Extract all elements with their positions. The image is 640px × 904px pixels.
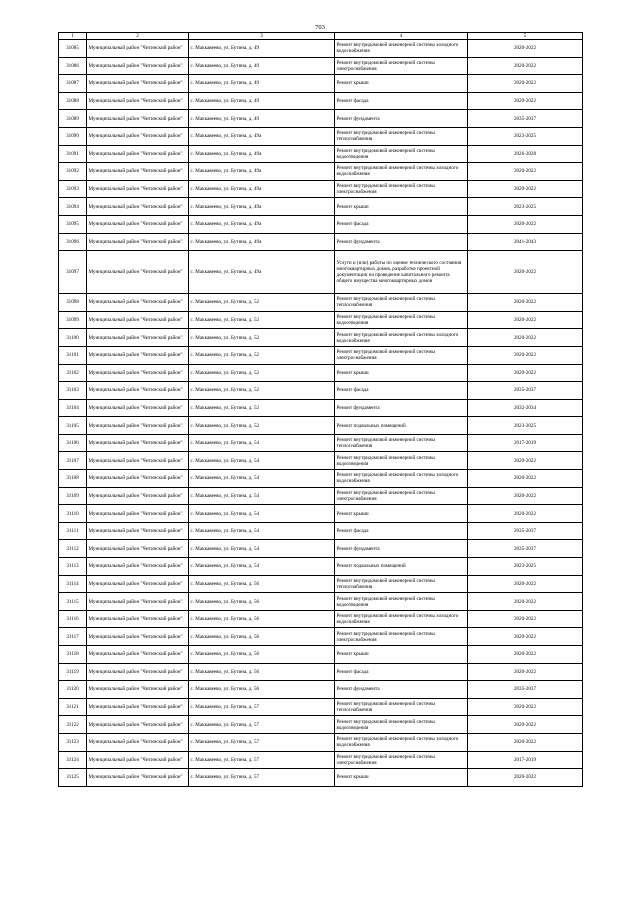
work-type-cell: Ремонт внутридомовой инженерной системы водоотведения: [335, 311, 468, 329]
row-number-cell: 31118: [59, 646, 87, 664]
period-cell: 2020-2022: [468, 646, 583, 664]
row-number-cell: 31086: [59, 57, 87, 75]
district-cell: Муниципальный район "Читинский район": [87, 346, 189, 364]
table-row: [59, 215, 583, 233]
address-cell: с. Маккавеево, ул. Бутина, д. 49а: [189, 233, 335, 251]
district-cell: Муниципальный район "Читинский район": [87, 751, 189, 769]
row-number-cell: 31098: [59, 294, 87, 312]
address-cell: с. Маккавеево, ул. Бутина, д. 49а: [189, 251, 335, 294]
district-cell: Муниципальный район "Читинский район": [87, 311, 189, 329]
address-cell: с. Маккавеево, ул. Бутина, д. 49а: [189, 127, 335, 145]
table-row: [59, 470, 583, 488]
district-cell: Муниципальный район "Читинский район": [87, 215, 189, 233]
row-number-cell: 31111: [59, 522, 87, 540]
period-cell: 2020-2022: [468, 346, 583, 364]
table-row: [59, 127, 583, 145]
period-cell: 2020-2022: [468, 329, 583, 347]
address-cell: с. Маккавеево, ул. Бутина, д. 56: [189, 663, 335, 681]
table-row: [59, 646, 583, 664]
work-type-cell: Ремонт фасада: [335, 215, 468, 233]
table-row: [59, 593, 583, 611]
period-cell: 2017-2019: [468, 434, 583, 452]
address-cell: с. Маккавеево, ул. Бутина, д. 56: [189, 646, 335, 664]
district-cell: Муниципальный район "Читинский район": [87, 487, 189, 505]
row-number-cell: 31090: [59, 127, 87, 145]
table-row: [59, 311, 583, 329]
column-header: 5: [468, 33, 583, 40]
work-type-cell: Ремонт крыши: [335, 75, 468, 93]
work-type-cell: Ремонт фундамента: [335, 681, 468, 699]
row-number-cell: 31107: [59, 452, 87, 470]
table-row: [59, 540, 583, 558]
table-row: [59, 769, 583, 787]
work-type-cell: Ремонт внутридомовой инженерной системы холодного водоснабжения: [335, 610, 468, 628]
table-row: [59, 452, 583, 470]
work-type-cell: Ремонт внутридомовой инженерной системы электроснабжения: [335, 346, 468, 364]
work-type-cell: Ремонт фундамента: [335, 540, 468, 558]
address-cell: с. Маккавеево, ул. Бутина, д. 57: [189, 716, 335, 734]
row-number-cell: 31103: [59, 382, 87, 400]
period-cell: 2035-2037: [468, 540, 583, 558]
address-cell: с. Маккавеево, ул. Бутина, д. 49а: [189, 163, 335, 181]
table-row: [59, 198, 583, 216]
address-cell: с. Маккавеево, ул. Бутина, д. 49а: [189, 145, 335, 163]
table-row: [59, 346, 583, 364]
district-cell: Муниципальный район "Читинский район": [87, 251, 189, 294]
period-cell: 2023-2025: [468, 417, 583, 435]
address-cell: с. Маккавеево, ул. Бутина, д. 56: [189, 628, 335, 646]
period-cell: 2020-2022: [468, 663, 583, 681]
district-cell: Муниципальный район "Читинский район": [87, 163, 189, 181]
period-cell: 2020-2022: [468, 628, 583, 646]
table-row: [59, 163, 583, 181]
row-number-cell: 31087: [59, 75, 87, 93]
row-number-cell: 31110: [59, 505, 87, 523]
district-cell: Муниципальный район "Читинский район": [87, 92, 189, 110]
work-type-cell: Ремонт внутридомовой инженерной системы водоотведения: [335, 716, 468, 734]
row-number-cell: 31091: [59, 145, 87, 163]
district-cell: Муниципальный район "Читинский район": [87, 382, 189, 400]
work-type-cell: Ремонт крыши: [335, 769, 468, 787]
district-cell: Муниципальный район "Читинский район": [87, 399, 189, 417]
row-number-cell: 31102: [59, 364, 87, 382]
column-header: 4: [335, 33, 468, 40]
district-cell: Муниципальный район "Читинский район": [87, 505, 189, 523]
work-type-cell: Ремонт фасада: [335, 382, 468, 400]
address-cell: с. Маккавеево, ул. Бутина, д. 54: [189, 505, 335, 523]
district-cell: Муниципальный район "Читинский район": [87, 417, 189, 435]
row-number-cell: 31115: [59, 593, 87, 611]
row-number-cell: 31116: [59, 610, 87, 628]
period-cell: 2020-2022: [468, 452, 583, 470]
period-cell: 2020-2022: [468, 311, 583, 329]
district-cell: Муниципальный район "Читинский район": [87, 663, 189, 681]
period-cell: 2026-2028: [468, 145, 583, 163]
address-cell: с. Маккавеево, ул. Бутина, д. 57: [189, 751, 335, 769]
address-cell: с. Маккавеево, ул. Бутина, д. 56: [189, 575, 335, 593]
address-cell: с. Маккавеево, ул. Бутина, д. 56: [189, 593, 335, 611]
column-number-header: [59, 33, 583, 40]
district-cell: Муниципальный район "Читинский район": [87, 628, 189, 646]
address-cell: с. Маккавеево, ул. Бутина, д. 54: [189, 558, 335, 576]
address-cell: с. Маккавеево, ул. Бутина, д. 52: [189, 346, 335, 364]
work-type-cell: Ремонт внутридомовой инженерной системы холодного водоснабжения: [335, 163, 468, 181]
work-type-cell: Ремонт крыши: [335, 364, 468, 382]
work-type-cell: Ремонт внутридомовой инженерной системы водоотведения: [335, 593, 468, 611]
row-number-cell: 31112: [59, 540, 87, 558]
address-cell: с. Маккавеево, ул. Бутина, д. 52: [189, 417, 335, 435]
address-cell: с. Маккавеево, ул. Бутина, д. 49: [189, 40, 335, 58]
column-header: 3: [189, 33, 335, 40]
work-type-cell: Ремонт внутридомовой инженерной системы электроснабжения: [335, 180, 468, 198]
address-cell: с. Маккавеево, ул. Бутина, д. 56: [189, 610, 335, 628]
row-number-cell: 31108: [59, 470, 87, 488]
work-type-cell: Ремонт фундамента: [335, 110, 468, 128]
period-cell: 2020-2022: [468, 769, 583, 787]
table-row: [59, 145, 583, 163]
work-type-cell: Ремонт внутридомовой инженерной системы электроснабжения: [335, 487, 468, 505]
address-cell: с. Маккавеево, ул. Бутина, д. 49: [189, 110, 335, 128]
period-cell: 2020-2022: [468, 610, 583, 628]
period-cell: 2035-2037: [468, 522, 583, 540]
period-cell: 2035-2037: [468, 110, 583, 128]
period-cell: 2020-2022: [468, 40, 583, 58]
work-type-cell: Ремонт крыши: [335, 646, 468, 664]
row-number-cell: 31105: [59, 417, 87, 435]
row-number-cell: 31095: [59, 215, 87, 233]
table-row: [59, 110, 583, 128]
district-cell: Муниципальный район "Читинский район": [87, 733, 189, 751]
table-row: [59, 417, 583, 435]
row-number-cell: 31093: [59, 180, 87, 198]
table-row: [59, 251, 583, 294]
table-row: [59, 716, 583, 734]
row-number-cell: 31120: [59, 681, 87, 699]
address-cell: с. Маккавеево, ул. Бутина, д. 49: [189, 57, 335, 75]
table-row: [59, 505, 583, 523]
repair-schedule-table: [58, 32, 583, 787]
period-cell: 2017-2019: [468, 751, 583, 769]
table-row: [59, 733, 583, 751]
period-cell: 2020-2022: [468, 75, 583, 93]
period-cell: 2023-2025: [468, 198, 583, 216]
work-type-cell: Ремонт крыши: [335, 505, 468, 523]
work-type-cell: Ремонт внутридомовой инженерной системы холодного водоснабжения: [335, 40, 468, 58]
district-cell: Муниципальный район "Читинский район": [87, 575, 189, 593]
row-number-cell: 31121: [59, 698, 87, 716]
period-cell: 2020-2022: [468, 733, 583, 751]
row-number-cell: 31124: [59, 751, 87, 769]
period-cell: 2020-2022: [468, 470, 583, 488]
district-cell: Муниципальный район "Читинский район": [87, 522, 189, 540]
district-cell: Муниципальный район "Читинский район": [87, 180, 189, 198]
address-cell: с. Маккавеево, ул. Бутина, д. 57: [189, 698, 335, 716]
row-number-cell: 31113: [59, 558, 87, 576]
row-number-cell: 31085: [59, 40, 87, 58]
district-cell: Муниципальный район "Читинский район": [87, 540, 189, 558]
period-cell: 2020-2022: [468, 92, 583, 110]
district-cell: Муниципальный район "Читинский район": [87, 329, 189, 347]
table-row: [59, 610, 583, 628]
work-type-cell: Ремонт крыши: [335, 198, 468, 216]
district-cell: Муниципальный район "Читинский район": [87, 716, 189, 734]
period-cell: 2020-2022: [468, 251, 583, 294]
work-type-cell: Ремонт внутридомовой инженерной системы электроснабжения: [335, 57, 468, 75]
address-cell: с. Маккавеево, ул. Бутина, д. 52: [189, 294, 335, 312]
address-cell: с. Маккавеево, ул. Бутина, д. 49: [189, 92, 335, 110]
row-number-cell: 31125: [59, 769, 87, 787]
period-cell: 2020-2022: [468, 698, 583, 716]
district-cell: Муниципальный район "Читинский район": [87, 294, 189, 312]
period-cell: 2020-2022: [468, 163, 583, 181]
table-row: [59, 399, 583, 417]
period-cell: 2020-2022: [468, 180, 583, 198]
period-cell: 2020-2022: [468, 487, 583, 505]
table-row: [59, 57, 583, 75]
address-cell: с. Маккавеево, ул. Бутина, д. 49а: [189, 198, 335, 216]
period-cell: 2023-2025: [468, 127, 583, 145]
table-row: [59, 180, 583, 198]
address-cell: с. Маккавеево, ул. Бутина, д. 54: [189, 470, 335, 488]
work-type-cell: Ремонт фасада: [335, 522, 468, 540]
row-number-cell: 31119: [59, 663, 87, 681]
column-header: 1: [59, 33, 87, 40]
row-number-cell: 31101: [59, 346, 87, 364]
period-cell: 2020-2022: [468, 505, 583, 523]
row-number-cell: 31109: [59, 487, 87, 505]
address-cell: с. Маккавеево, ул. Бутина, д. 54: [189, 522, 335, 540]
period-cell: 2020-2022: [468, 364, 583, 382]
district-cell: Муниципальный район "Читинский район": [87, 593, 189, 611]
work-type-cell: Ремонт внутридомовой инженерной системы теплоснабжения: [335, 575, 468, 593]
page-number: 703: [315, 24, 325, 31]
period-cell: 2020-2022: [468, 215, 583, 233]
period-cell: 2020-2022: [468, 57, 583, 75]
table-row: [59, 434, 583, 452]
work-type-cell: Ремонт подвальных помещений: [335, 417, 468, 435]
period-cell: 2023-2025: [468, 558, 583, 576]
district-cell: Муниципальный район "Читинский район": [87, 110, 189, 128]
period-cell: 2020-2022: [468, 575, 583, 593]
address-cell: с. Маккавеево, ул. Бутина, д. 54: [189, 434, 335, 452]
district-cell: Муниципальный район "Читинский район": [87, 233, 189, 251]
work-type-cell: Ремонт фундамента: [335, 233, 468, 251]
district-cell: Муниципальный район "Читинский район": [87, 698, 189, 716]
row-number-cell: 31097: [59, 251, 87, 294]
table-row: [59, 751, 583, 769]
period-cell: 2032-2034: [468, 399, 583, 417]
row-number-cell: 31104: [59, 399, 87, 417]
table-row: [59, 364, 583, 382]
district-cell: Муниципальный район "Читинский район": [87, 145, 189, 163]
district-cell: Муниципальный район "Читинский район": [87, 452, 189, 470]
work-type-cell: Ремонт внутридомовой инженерной системы теплоснабжения: [335, 127, 468, 145]
work-type-cell: Ремонт внутридомовой инженерной системы электроснабжения: [335, 751, 468, 769]
address-cell: с. Маккавеево, ул. Бутина, д. 54: [189, 452, 335, 470]
work-type-cell: Ремонт фундамента: [335, 399, 468, 417]
column-header: 2: [87, 33, 189, 40]
work-type-cell: Ремонт фасада: [335, 663, 468, 681]
table-row: [59, 575, 583, 593]
table-row: [59, 329, 583, 347]
address-cell: с. Маккавеево, ул. Бутина, д. 52: [189, 399, 335, 417]
address-cell: с. Маккавеево, ул. Бутина, д. 52: [189, 311, 335, 329]
district-cell: Муниципальный район "Читинский район": [87, 198, 189, 216]
table-row: [59, 294, 583, 312]
table-row: [59, 558, 583, 576]
address-cell: с. Маккавеево, ул. Бутина, д. 52: [189, 364, 335, 382]
table-row: [59, 681, 583, 699]
table-row: [59, 233, 583, 251]
district-cell: Муниципальный район "Читинский район": [87, 364, 189, 382]
table-row: [59, 75, 583, 93]
period-cell: 2035-2037: [468, 681, 583, 699]
work-type-cell: Ремонт подвальных помещений: [335, 558, 468, 576]
row-number-cell: 31117: [59, 628, 87, 646]
work-type-cell: Ремонт внутридомовой инженерной системы теплоснабжения: [335, 698, 468, 716]
period-cell: 2020-2022: [468, 716, 583, 734]
row-number-cell: 31099: [59, 311, 87, 329]
work-type-cell: Ремонт внутридомовой инженерной системы теплоснабжения: [335, 434, 468, 452]
work-type-cell: Ремонт внутридомовой инженерной системы теплоснабжения: [335, 294, 468, 312]
work-type-cell: Ремонт внутридомовой инженерной системы водоотведения: [335, 145, 468, 163]
work-type-cell: Ремонт внутридомовой инженерной системы холодного водоснабжения: [335, 329, 468, 347]
table-row: [59, 698, 583, 716]
period-cell: 2020-2022: [468, 593, 583, 611]
work-type-cell: Ремонт фасада: [335, 92, 468, 110]
row-number-cell: 31114: [59, 575, 87, 593]
district-cell: Муниципальный район "Читинский район": [87, 127, 189, 145]
row-number-cell: 31096: [59, 233, 87, 251]
address-cell: с. Маккавеево, ул. Бутина, д. 56: [189, 681, 335, 699]
row-number-cell: 31088: [59, 92, 87, 110]
period-cell: 2020-2022: [468, 294, 583, 312]
district-cell: Муниципальный район "Читинский район": [87, 681, 189, 699]
address-cell: с. Маккавеево, ул. Бутина, д. 49а: [189, 180, 335, 198]
district-cell: Муниципальный район "Читинский район": [87, 57, 189, 75]
row-number-cell: 31123: [59, 733, 87, 751]
work-type-cell: Ремонт внутридомовой инженерной системы холодного водоснабжения: [335, 470, 468, 488]
district-cell: Муниципальный район "Читинский район": [87, 558, 189, 576]
address-cell: с. Маккавеево, ул. Бутина, д. 54: [189, 540, 335, 558]
row-number-cell: 31092: [59, 163, 87, 181]
period-cell: 2035-2037: [468, 382, 583, 400]
district-cell: Муниципальный район "Читинский район": [87, 769, 189, 787]
address-cell: с. Маккавеево, ул. Бутина, д. 57: [189, 769, 335, 787]
table-body: [59, 40, 583, 787]
district-cell: Муниципальный район "Читинский район": [87, 610, 189, 628]
address-cell: с. Маккавеево, ул. Бутина, д. 57: [189, 733, 335, 751]
work-type-cell: Ремонт внутридомовой инженерной системы электроснабжения: [335, 628, 468, 646]
address-cell: с. Маккавеево, ул. Бутина, д. 49а: [189, 215, 335, 233]
work-type-cell: Ремонт внутридомовой инженерной системы водоотведения: [335, 452, 468, 470]
work-type-cell: Ремонт внутридомовой инженерной системы холодного водоснабжения: [335, 733, 468, 751]
address-cell: с. Маккавеево, ул. Бутина, д. 49: [189, 75, 335, 93]
row-number-cell: 31094: [59, 198, 87, 216]
district-cell: Муниципальный район "Читинский район": [87, 40, 189, 58]
address-cell: с. Маккавеево, ул. Бутина, д. 54: [189, 487, 335, 505]
row-number-cell: 31100: [59, 329, 87, 347]
district-cell: Муниципальный район "Читинский район": [87, 434, 189, 452]
table-row: [59, 663, 583, 681]
work-type-cell: Услуги и (или) работы по оценке технического состояния многоквартирных домов, разработке проектной документации на проведение капитального ремонта общего имущества многоквартирных домов: [335, 251, 468, 294]
table-row: [59, 382, 583, 400]
district-cell: Муниципальный район "Читинский район": [87, 646, 189, 664]
table-row: [59, 40, 583, 58]
table-row: [59, 487, 583, 505]
table-row: [59, 628, 583, 646]
row-number-cell: 31089: [59, 110, 87, 128]
table-row: [59, 522, 583, 540]
table-row: [59, 92, 583, 110]
row-number-cell: 31106: [59, 434, 87, 452]
address-cell: с. Маккавеево, ул. Бутина, д. 52: [189, 329, 335, 347]
address-cell: с. Маккавеево, ул. Бутина, д. 52: [189, 382, 335, 400]
row-number-cell: 31122: [59, 716, 87, 734]
district-cell: Муниципальный район "Читинский район": [87, 75, 189, 93]
period-cell: 2041-2043: [468, 233, 583, 251]
district-cell: Муниципальный район "Читинский район": [87, 470, 189, 488]
